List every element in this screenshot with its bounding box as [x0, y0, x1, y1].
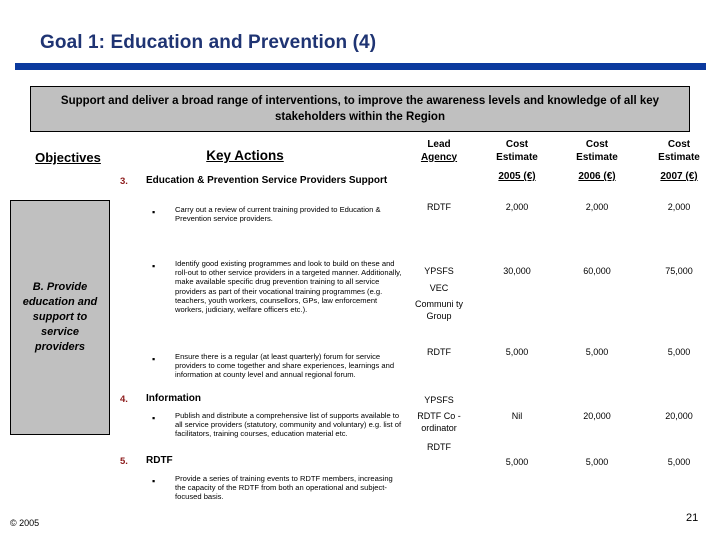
cost-line2-2007: Estimate: [658, 151, 700, 163]
bullet-text: Carry out a review of current training provided to Education & Prevention service providers.: [175, 205, 381, 224]
cell-cost-2005: 5,000: [505, 347, 529, 357]
bullet-text: Provide a series of training events to RDTF members, increasing the capacity of the RDTF from both an operational and subject-focused basis.: [175, 474, 393, 502]
cell-cost-2007: 2,000: [667, 202, 691, 212]
cell-cost-2007: 75,000: [665, 266, 693, 276]
cell-lead-agency-extra: VEC: [429, 283, 449, 293]
column-header-key-actions: [170, 148, 320, 163]
column-header-cost-2007: [640, 139, 718, 184]
copyright-notice: © 2005: [10, 518, 40, 528]
column-header-objectives: [18, 150, 118, 165]
cell-cost-2005: 30,000: [503, 266, 531, 276]
cell-cost-2005: 2,000: [505, 202, 529, 212]
cell-lead-agency: YPSFS: [424, 395, 454, 405]
cell-cost-2006: 2,000: [585, 202, 609, 212]
bullet-marker: ▪: [152, 207, 156, 217]
cell-lead-agency-extra: RDTF Co -ordinator: [417, 411, 461, 433]
cell-cost-2006: 60,000: [583, 266, 611, 276]
title-divider-rule: [15, 63, 706, 70]
cell-cost-2007: 5,000: [667, 347, 691, 357]
column-header-lead-agency: [400, 139, 478, 164]
cell-lead-agency: YPSFS: [424, 266, 454, 276]
lead-agency-line1: Lead: [427, 139, 451, 150]
page-title: Goal 1: Education and Prevention (4): [40, 32, 377, 53]
cost-line1-2005: Cost: [505, 139, 529, 150]
page-number: 21: [686, 512, 699, 524]
cell-lead-agency-extra: Communi ty Group: [414, 299, 463, 321]
action-number-5: 5.: [120, 456, 128, 467]
cell-cost-2006: 20,000: [583, 411, 611, 421]
cost-line1-2006: Cost: [585, 139, 609, 150]
cell-cost-2006: 5,000: [585, 457, 609, 467]
key-actions-header-label: Key Actions: [206, 148, 284, 163]
cell-cost-2005: Nil: [511, 411, 523, 421]
cost-year-2007: 2007 (€): [660, 171, 698, 182]
cost-line1-2007: Cost: [667, 139, 691, 150]
cell-cost-2007: 5,000: [667, 457, 691, 467]
action-number-4: 4.: [120, 394, 128, 405]
bullet-text: Identify good existing programmes and look to build on these and roll-out to other service providers in a targeted manner. Additionally, make available specific drug prevention training to all service providers as part of their vocational training programmes (e.g. teachers, youth workers, counsellors, GPs, law enforcement workers, judiciary, welfare officers etc.).: [175, 259, 402, 315]
bullet-marker: ▪: [152, 413, 156, 423]
cell-cost-2006: 5,000: [585, 347, 609, 357]
objective-box: [10, 200, 110, 435]
action-number-3: 3.: [120, 176, 128, 187]
bullet-marker: ▪: [152, 354, 156, 364]
cost-year-2005: 2005 (€): [498, 171, 536, 182]
goal-statement-text: Support and deliver a broad range of interventions, to improve the awareness levels and knowledge of all key stakeholders within the Region: [60, 95, 660, 123]
goal-statement-banner: [30, 86, 690, 132]
action-title-4: Information: [146, 393, 201, 404]
objective-label: B. Provide education and support to service providers: [22, 281, 98, 353]
lead-agency-line2: Agency: [420, 151, 458, 163]
cell-cost-2005: 5,000: [505, 457, 529, 467]
bullet-marker: ▪: [152, 261, 156, 271]
bullet-text: Publish and distribute a comprehensive list of supports available to all service providers (statutory, community and voluntary) e.g. list of facilitators, training courses, education material etc.: [175, 411, 402, 439]
bullet-text: Ensure there is a regular (at least quarterly) forum for service providers to come together and share experiences, learnings and information at county level and annual regional forum.: [175, 352, 395, 380]
cell-cost-2007: 20,000: [665, 411, 693, 421]
column-header-cost-2005: [478, 139, 556, 184]
cost-year-2006: 2006 (€): [578, 171, 616, 182]
objectives-header-label: Objectives: [35, 150, 101, 165]
action-title-3: Education & Prevention Service Providers Support: [146, 175, 388, 186]
cell-lead-agency-extra: RDTF: [427, 442, 451, 452]
action-title-5: RDTF: [146, 455, 173, 466]
cost-line2-2006: Estimate: [576, 151, 618, 163]
cell-lead-agency: RDTF: [427, 347, 451, 357]
bullet-marker: ▪: [152, 476, 156, 486]
column-header-cost-2006: [558, 139, 636, 184]
cost-line2-2005: Estimate: [496, 151, 538, 163]
cell-lead-agency: RDTF: [427, 202, 451, 212]
